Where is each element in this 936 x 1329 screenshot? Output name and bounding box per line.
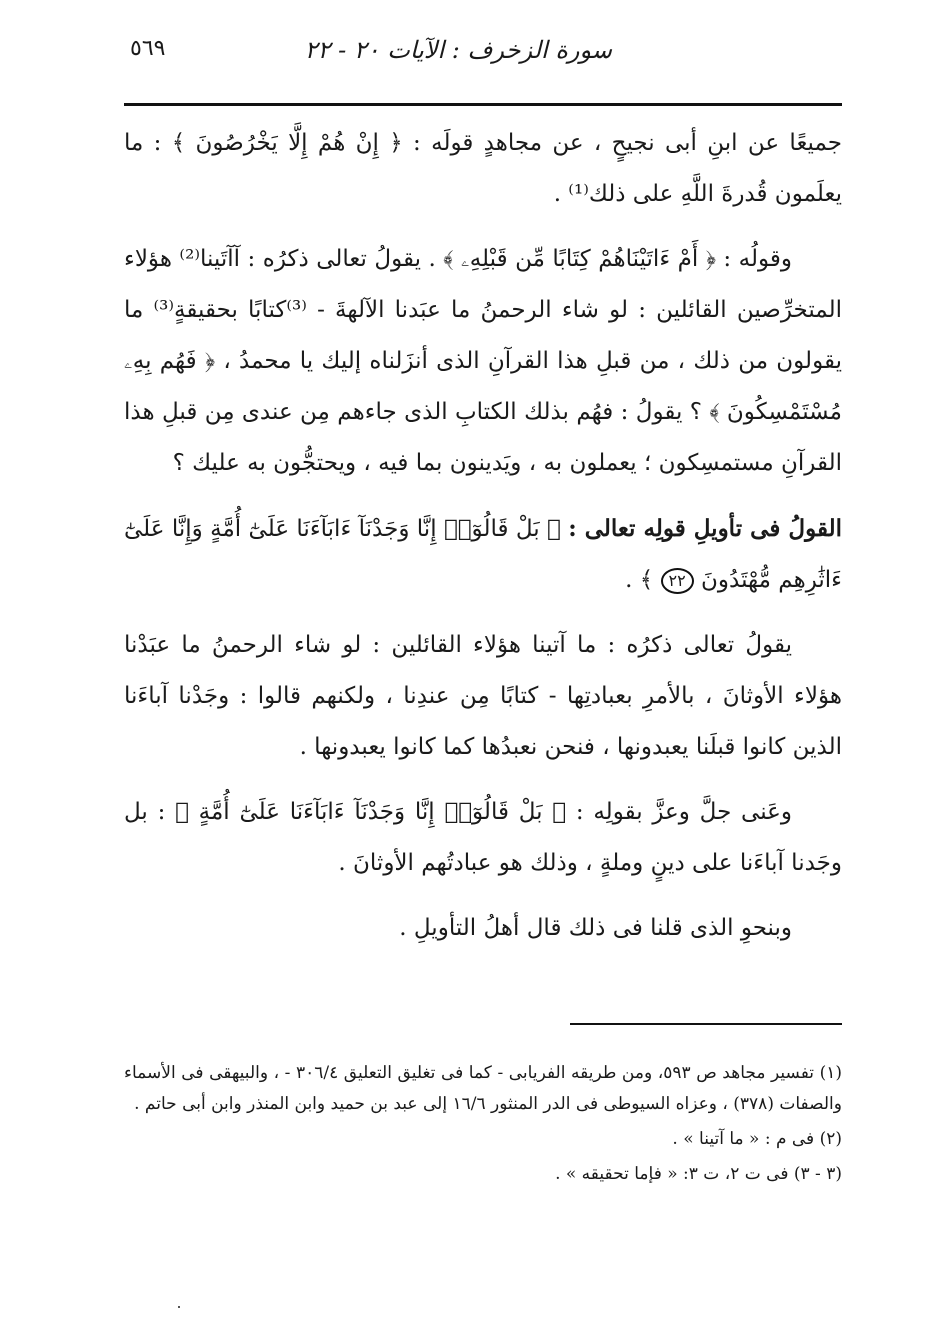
page-header	[124, 30, 842, 70]
footnote-2: (٢) فى م : « ما آتينا » .	[672, 1129, 842, 1149]
footnote-3: (٣ - ٣) فى ت ٢، ت ٣: « فإما تحقيقه » .	[555, 1164, 842, 1184]
page-number: ٥٦٩	[130, 36, 166, 61]
header-rule	[124, 103, 842, 106]
paragraph-1: جميعًا عن ابنِ أبى نجيحٍ ، عن مجاهدٍ قولَه : ﴿ إِنْ هُمْ إِلَّا يَخْرُصُونَ ﴾ : ما يعلَمون قُدرةَ اللَّهِ على ذلك⁽¹⁾ .	[124, 130, 842, 207]
section-heading: القولُ فى تأويلِ قولِه تعالى :	[568, 515, 843, 542]
running-title: سورة الزخرف : الآيات ٢٠ - ٢٢	[304, 36, 612, 64]
paragraph-6: وبنحوِ الذى قلنا فى ذلك قال أهلُ التأويلِ .	[399, 915, 792, 941]
footnote-rule	[570, 1023, 842, 1025]
quran-verse: ﴿ بَلْ قَالُوٓا۟ إِنَّا وَجَدْنَآ ءَابَآءَنَا عَلَىٰٓ أُمَّةٍ وَإِنَّا عَلَىٰٓ ءَاثَٰرِهِم مُّهْتَدُونَ	[124, 516, 842, 593]
main-text	[124, 118, 842, 954]
page-speck	[178, 1306, 180, 1308]
footnotes	[124, 1058, 842, 1190]
verse-end: ﴾ .	[625, 567, 654, 593]
ayah-number-marker: ٢٢	[661, 568, 694, 594]
paragraph-4: يقولُ تعالى ذكرُه : ما آتينا هؤلاء القائلين : لو شاء الرحمنُ ما عبَدْنا هؤلاء الأوثانَ ، بالأمرِ بعبادتِها - كتابًا مِن عندِنا ، ولكنهم قالوا : وجَدْنا آباءَنا الذين كانوا قبلَنا يعبدونها ، فنحن نعبدُها كما كانوا يعبدونها .	[124, 632, 842, 760]
paragraph-3	[124, 503, 842, 606]
paragraph-5: وعَنى جلَّ وعزَّ بقولِه : ﴿ بَلْ قَالُوٓا۟ إِنَّا وَجَدْنَآ ءَابَآءَنَا عَلَىٰٓ أُمَّةٍ ﴾ : بل وجَدنا آباءَنا على دينٍ وملةٍ ، وذلك هو عبادتُهم الأوثانَ .	[124, 799, 842, 876]
footnote-1: (١) تفسير مجاهد ص ٥٩٣، ومن طريقه الفريابى - كما فى تغليق التعليق ٣٠٦/٤ - ، والبيهقى فى الأسماء والصفات (٣٧٨) ، وعزاه السيوطى فى الدر المنثور ١٦/٦ إلى عبد بن حميد وابن المنذر وابن أبى حاتم .	[124, 1063, 842, 1114]
paragraph-2: وقولُه : ﴿ أَمْ ءَاتَيْنَاهُمْ كِتَابًا مِّن قَبْلِهِۦ ﴾ . يقولُ تعالى ذكرُه : آآتَينا⁽²⁾ هؤلاء المتخرِّصين القائلين : لو شاء الرحمنُ ما عبَدنا الآلهةَ - ⁽³⁾كتابًا بحقيقةٍ⁽³⁾ ما يقولون من ذلك ، من قبلِ هذا القرآنِ الذى أنزَلناه إليك يا محمدُ ، ﴿ فَهُم بِهِۦ مُسْتَمْسِكُونَ ﴾ ؟ يقولُ : فهُم بذلك الكتابِ الذى جاءهم مِن عندى مِن قبلِ هذا القرآنِ مستمسِكون ؛ يعملون به ، ويَدينون بما فيه ، ويحتجُّون به عليك ؟	[124, 246, 842, 476]
